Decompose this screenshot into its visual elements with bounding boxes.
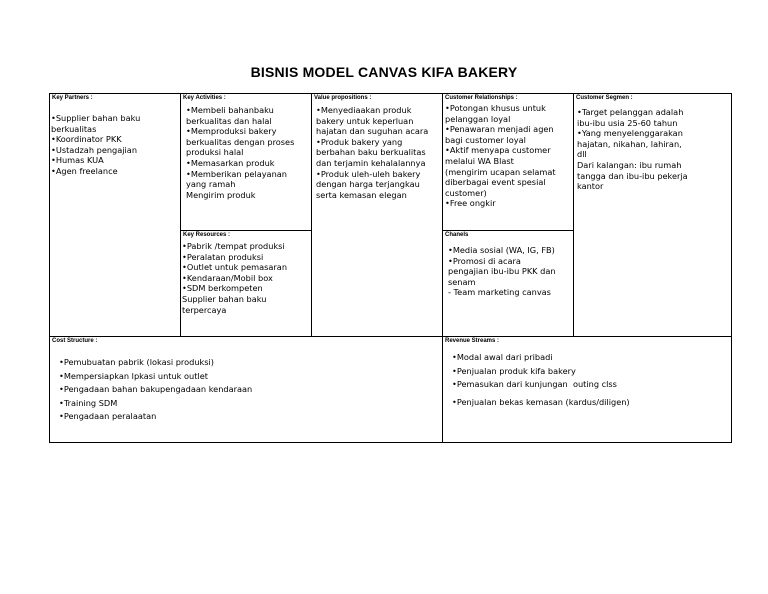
list-item: •Kendaraan/Mobil box (182, 272, 273, 283)
key-partners-heading: Key Partners : (52, 95, 93, 101)
list-item: •Potongan khusus untuk (445, 103, 546, 113)
list-item: •SDM berkompeten (182, 283, 263, 294)
list-item: ibu-ibu usia 25-60 tahun (577, 117, 678, 128)
list-item: kantor (577, 181, 604, 192)
cost-structure-block (50, 337, 442, 443)
list-item: dan terjamin kehalalannya (316, 157, 426, 168)
list-item: yang ramah (186, 179, 236, 190)
list-item: dengan harga terjangkau (316, 179, 420, 190)
list-item: •Target pelanggan adalah (577, 107, 684, 117)
key-activities-heading: Key Activities : (183, 95, 226, 101)
list-item: hajatan dan suguhan acara (316, 126, 429, 137)
list-item: •Pengadaan bahan bakupengadaan kendaraan (59, 384, 253, 395)
list-item: •Outlet untuk pemasaran (182, 262, 288, 273)
list-item: dll (577, 149, 587, 160)
list-item: bakery untuk keperluan (316, 115, 414, 126)
list-item: •Memasarkan produk (186, 157, 275, 168)
list-item: •Koordinator PKK (51, 134, 122, 145)
list-item: senam (448, 276, 476, 287)
list-item: tangga dan ibu-ibu pekerja (577, 170, 688, 181)
customer-relationships-heading: Customer Relationships : (445, 95, 518, 101)
list-item: berbahan baku berkualitas (316, 147, 426, 158)
list-item: •Yang menyelenggarakan (577, 128, 683, 139)
list-item: •Aktif menyapa customer (445, 145, 551, 156)
list-item: bagi customer loyal (445, 134, 526, 145)
key-resources-heading: Key Resources : (183, 232, 231, 238)
list-item: melalui WA Blast (445, 155, 514, 166)
customer-segments-block (574, 94, 732, 336)
page-title: BISNIS MODEL CANVAS KIFA BAKERY (250, 64, 518, 80)
list-item: •Ustadzah pengajian (51, 144, 138, 155)
list-item: •Media sosial (WA, IG, FB) (448, 245, 555, 255)
list-item: Supplier bahan baku (182, 293, 267, 304)
list-item: •Penawaran menjadi agen (445, 124, 554, 135)
value-propositions-heading: Value propositions : (314, 95, 372, 101)
value-propositions-block (312, 94, 442, 336)
channels-heading: Chanels (445, 232, 469, 238)
customer-segments-heading: Customer Segmen : (576, 95, 633, 101)
key-resources-block (181, 231, 311, 336)
list-item: •Promosi di acara (448, 255, 521, 266)
key-partners-block (50, 94, 180, 336)
list-item: •Pemubuatan pabrik (lokasi produksi) (59, 357, 214, 367)
list-item: terpercaya (182, 304, 227, 315)
list-item: •Penjualan bekas kemasan (kardus/diligen) (452, 396, 630, 407)
cost-structure-heading: Cost Structure : (52, 338, 98, 344)
list-item: serta kemasan elegan (316, 189, 407, 200)
list-item: •Free ongkir (445, 198, 496, 209)
list-item: •Modal awal dari pribadi (452, 352, 553, 362)
list-item: berkualitas dengan proses (186, 136, 295, 147)
list-item: pengajian ibu-ibu PKK dan (448, 266, 556, 277)
list-item: produksi halal (186, 147, 244, 158)
revenue-streams-block (443, 337, 732, 443)
list-item: customer) (445, 187, 487, 198)
list-item: •Memberikan pelayanan (186, 168, 287, 179)
list-item: (mengirim ucapan selamat (445, 166, 556, 177)
list-item: •Agen freelance (51, 165, 118, 176)
list-item: Mengirim produk (186, 189, 256, 200)
list-item: •Memproduksi bakery (186, 126, 277, 137)
list-item: •Humas KUA (51, 155, 104, 166)
business-model-canvas (49, 93, 732, 443)
key-activities-block (181, 94, 311, 230)
list-item: •Supplier bahan baku (51, 113, 141, 123)
list-item: •Penjualan produk kifa bakery (452, 365, 576, 376)
list-item: •Mempersiapkan lpkasi untuk outlet (59, 370, 208, 381)
list-item: •Peralatan produksi (182, 251, 264, 262)
list-item: •Produk bakery yang (316, 136, 403, 147)
list-item: diberbagai event spesial (445, 177, 546, 188)
list-item: Dari kalangan: ibu rumah (577, 159, 682, 170)
list-item: pelanggan loyal (445, 113, 511, 124)
list-item: •Training SDM (59, 397, 118, 408)
list-item: •Pemasukan dari kunjungan outing clss (452, 379, 617, 389)
list-item: hajatan, nikahan, lahiran, (577, 138, 682, 149)
revenue-streams-heading: Revenue Streams : (445, 338, 500, 344)
list-item: •Pengadaan peralaatan (59, 411, 157, 422)
customer-relationships-block (443, 94, 573, 230)
list-item: •Produk uleh-uleh bakery (316, 168, 421, 179)
list-item: •Menyediaakan produk (316, 105, 412, 115)
list-item: •Membeli bahanbaku (186, 105, 274, 115)
list-item: •Pabrik /tempat produksi (182, 241, 285, 251)
list-item: berkualitas dan halal (186, 115, 272, 126)
list-item: berkualitas (51, 123, 97, 134)
list-item: - Team marketing canvas (448, 287, 551, 298)
channels-block (443, 231, 573, 336)
